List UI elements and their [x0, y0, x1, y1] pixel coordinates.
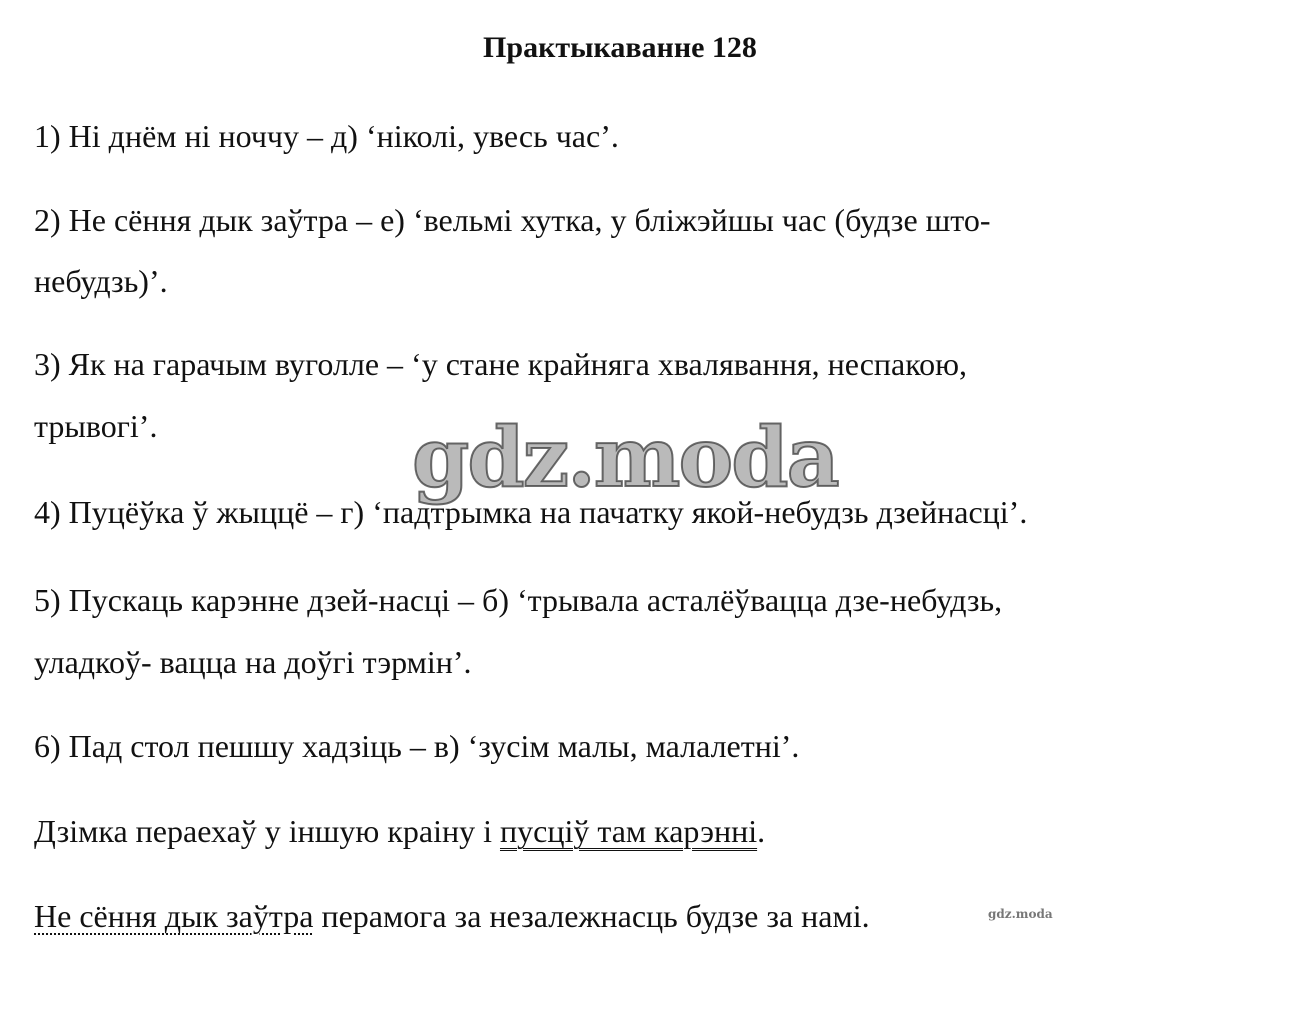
- answer-line-2-cont: небудзь)’.: [34, 263, 168, 299]
- example-sentence-2: [34, 894, 870, 938]
- sentence-1-idiom: пусціў там карэнні: [499, 813, 758, 849]
- answer-line-6: 6) Пад стол пешшу хадзіць – в) ‘зусім малы, малалетні’.: [34, 728, 800, 764]
- watermark-logo: gdz.moda: [412, 410, 838, 506]
- answer-line-1: 1) Ні днём ні ноччу – д) ‘ніколі, увесь час’.: [34, 118, 619, 154]
- answer-line-3: 3) Як на гарачым вуголле – ‘у стане крайняга хвалявання, неспакою,: [34, 346, 968, 382]
- sentence-1-end: .: [757, 813, 766, 849]
- example-sentence-1: [34, 809, 765, 853]
- answer-line-4: 4) Пуцёўка ў жыццё – г) ‘падтрымка на пачатку якой-небудзь дзейнасці’.: [34, 494, 1028, 530]
- page-title: Практыкаванне 128: [483, 31, 757, 64]
- answer-line-2: 2) Не сёння дык заўтра – е) ‘вельмі хутка, у бліжэйшы час (будзе што-: [34, 202, 991, 238]
- sentence-2-idiom: Не сёння дык заўтра: [34, 898, 314, 934]
- answer-line-5: 5) Пускаць карэнне дзей-насці – б) ‘трывала асталёўвацца дзе-небудзь,: [34, 582, 1003, 618]
- sentence-1-text: Дзімка пераехаў у іншую краіну і: [34, 813, 500, 849]
- sentence-2-text: перамога за незалежнасць будзе за намі.: [313, 898, 870, 934]
- answer-line-5-cont: уладкоў- вацца на доўгі тэрмін’.: [34, 644, 472, 680]
- watermark-small: gdz.moda: [988, 907, 1053, 921]
- answer-line-3-cont: трывогі’.: [34, 408, 158, 444]
